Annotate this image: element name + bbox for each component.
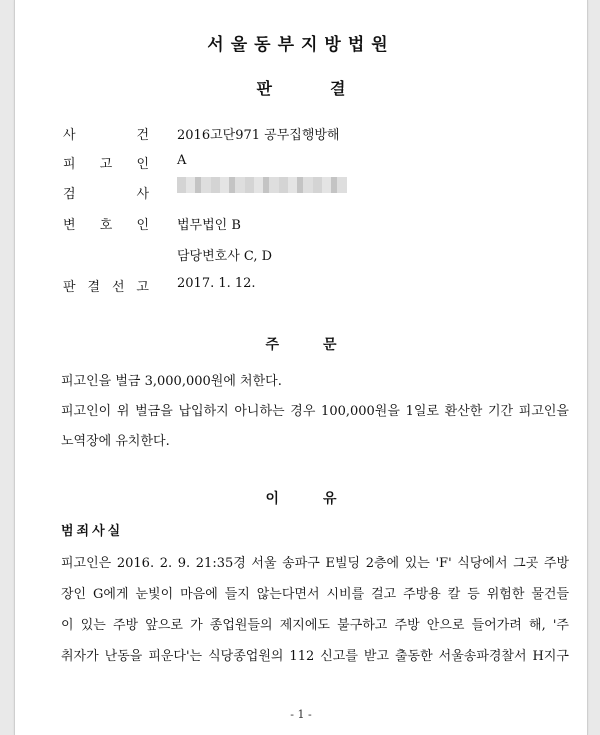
verdict-date-value: 2017. 1. 12. <box>177 276 256 291</box>
facts-line-1: 피고인은 2016. 2. 9. 21:35경 서울 송파구 E빌딩 2층에 있는 'F' 식당에서 그곳 주방 <box>61 556 569 571</box>
label-char: 변 <box>63 218 76 233</box>
facts-line-2: 장인 G에게 눈빛이 마음에 들지 않는다면서 시비를 걸고 주방용 칼 등 위험한 물건들 <box>61 587 569 602</box>
label-char: 검 <box>63 187 76 202</box>
defendant-label <box>63 153 149 172</box>
verdict-date-label <box>63 276 149 295</box>
facts-line-3: 이 있는 주방 앞으로 가 종업원들의 제지에도 불구하고 주방 안으로 들어가려 해, '주 <box>61 618 569 633</box>
label-char: 호 <box>99 218 113 233</box>
label-char: 고 <box>136 280 149 295</box>
facts-line-4: 취자가 난동을 피운다'는 식당종업원의 112 신고를 받고 출동한 서울송파경찰서 H지구 <box>61 649 569 664</box>
reasons-heading: 이유 <box>265 491 381 507</box>
defendant-value: A <box>177 153 187 168</box>
label-char: 선 <box>111 280 125 295</box>
attorney-names-value: 담당변호사 C, D <box>177 249 273 264</box>
document-title: 판결 <box>256 79 404 98</box>
label-char: 건 <box>136 128 149 143</box>
order-line-1: 피고인을 벌금 3,000,000원에 처한다. <box>61 374 282 389</box>
case-label <box>63 124 149 143</box>
label-char: 고 <box>99 157 113 172</box>
attorney-label <box>63 214 149 233</box>
label-char: 판 <box>63 280 76 295</box>
facts-subheading: 범죄사실 <box>61 524 124 539</box>
order-line-3: 노역장에 유치한다. <box>61 434 170 449</box>
order-heading: 주문 <box>265 337 381 353</box>
redacted-prosecutor-name <box>177 177 347 193</box>
document-page <box>14 0 588 735</box>
court-name: 서울동부지방법원 <box>207 35 395 55</box>
label-char: 인 <box>136 157 149 172</box>
label-char: 결 <box>87 280 101 295</box>
page-number: - 1 - <box>290 708 312 721</box>
label-char: 사 <box>63 128 76 143</box>
prosecutor-label <box>63 183 149 202</box>
label-char: 사 <box>136 187 149 202</box>
label-char: 피 <box>63 157 76 172</box>
label-char: 인 <box>136 218 149 233</box>
order-line-2: 피고인이 위 벌금을 납입하지 아니하는 경우 100,000원을 1일로 환산한 기간 피고인을 <box>61 404 569 419</box>
attorney-firm-value: 법무법인 B <box>177 218 241 233</box>
case-value: 2016고단971 공무집행방해 <box>177 128 340 143</box>
